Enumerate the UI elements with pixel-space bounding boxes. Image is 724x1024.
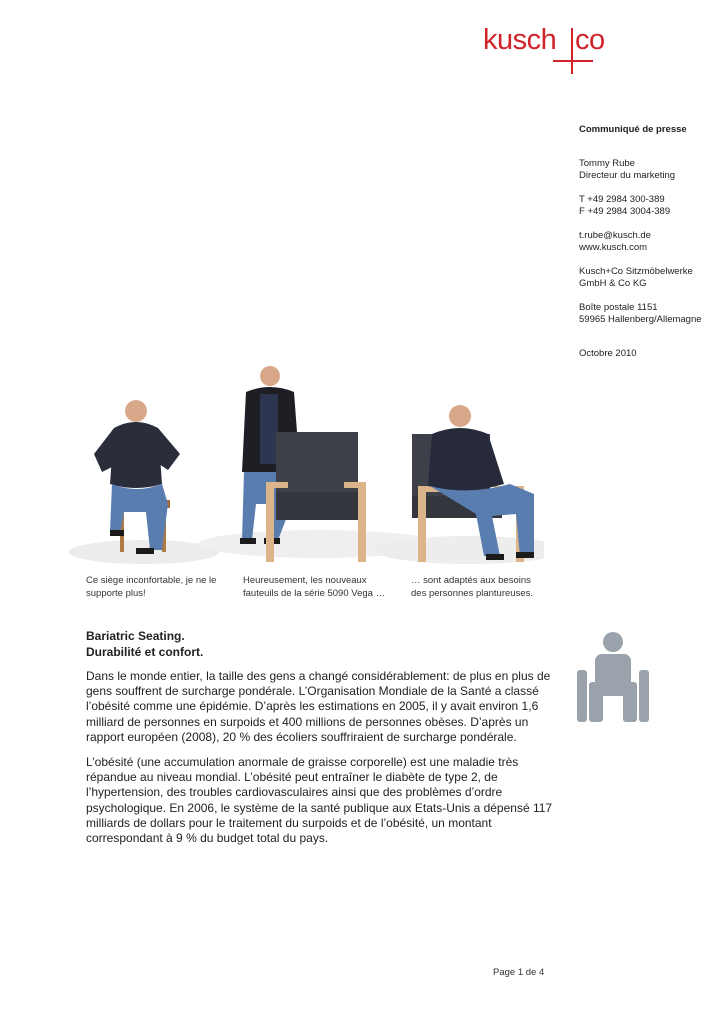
article-title — [86, 628, 203, 660]
body-paragraph-1 — [86, 669, 556, 745]
caption-1 — [86, 574, 216, 600]
paragraph-line: Dans le monde entier, la taille des gens a changé considérablement: de plus en plus de — [86, 669, 551, 683]
postal-city: 59965 Hallenberg/Allemagne — [579, 314, 702, 325]
contact-web — [579, 230, 719, 254]
phone-number: T +49 2984 300-389 — [579, 194, 665, 205]
company-name-line1: Kusch+Co Sitzmöbelwerke — [579, 266, 693, 277]
company-name — [579, 266, 719, 290]
caption-1-line2: supporte plus! — [86, 588, 146, 599]
article-title-line1: Bariatric Seating. — [86, 629, 185, 643]
paragraph-line: L’obésité (une accumulation anormale de graisse corporelle) est une maladie très — [86, 755, 519, 769]
caption-3-line2: des personnes plantureuses. — [411, 588, 533, 599]
postal-box: Boîte postale 1151 — [579, 302, 658, 313]
paragraph-line: psychologique. En 2006, le système de la santé publique aux Etats-Unis a dépensé 117 — [86, 800, 553, 815]
paragraph-line: l’hypertension, des troubles cardiovasculaires ainsi que des problèmes d’ordre — [86, 785, 503, 800]
contact-phones — [579, 194, 719, 218]
seating-photo-sequence — [64, 344, 544, 572]
logo-cross-horizontal — [553, 60, 593, 62]
kusch-co-logo — [483, 22, 613, 78]
paragraph-line: gens souffrent de surcharge pondérale. L’Organisation Mondiale de la Santé a classé — [86, 684, 539, 699]
logo-cross-vertical — [571, 28, 573, 74]
contact-role: Directeur du marketing — [579, 170, 676, 181]
paragraph-line: l’obésité comme une épidémie. D’après les estimations en 2005, il y avait environ 1,6 — [86, 699, 539, 714]
article-title-line2: Durabilité et confort. — [86, 645, 204, 659]
paragraph-line: rapport européen (2008), 20 % des écoliers souffriraient de surcharge pondérale. — [86, 729, 517, 744]
contact-name: Tommy Rube — [579, 158, 635, 169]
caption-3-line1: … sont adaptés aux besoins — [411, 575, 531, 586]
postal-address — [579, 302, 719, 326]
caption-2 — [243, 574, 385, 600]
caption-3 — [411, 574, 533, 600]
paragraph-line: milliard de personnes en surpoids et 400 millions de personnes obèses. D’après un — [86, 714, 529, 729]
paragraph-line: milliards de dollars pour le traitement du surpoids et de l’obésité, un montant — [86, 815, 492, 830]
press-release-heading: Communiqué de presse — [579, 124, 687, 135]
company-name-line2: GmbH & Co KG — [579, 278, 647, 289]
paragraph-line: correspondant à 9 % du budget total du pays. — [86, 831, 329, 846]
website-link[interactable]: www.kusch.com — [579, 242, 648, 253]
release-date: Octobre 2010 — [579, 348, 637, 359]
fax-number: F +49 2984 3004-389 — [579, 206, 671, 217]
caption-1-line1: Ce siège inconfortable, je ne le — [86, 575, 217, 586]
paragraph-line: répandue au niveau mondial. L’obésité peut entraîner le diabète de type 2, de — [86, 770, 498, 785]
page-number: Page 1 de 4 — [493, 967, 545, 978]
press-contact-sidebar — [579, 124, 719, 372]
caption-2-line1: Heureusement, les nouveaux — [243, 575, 367, 586]
seated-person-icon — [577, 630, 649, 722]
caption-2-line2: fauteuils de la série 5090 Vega … — [243, 588, 386, 599]
logo-text-kusch: kusch — [483, 24, 557, 56]
body-paragraph-2 — [86, 755, 556, 846]
email-link[interactable]: t.rube@kusch.de — [579, 230, 651, 241]
scene-small-chair — [94, 400, 180, 554]
contact-person — [579, 158, 719, 182]
logo-text-co: co — [575, 24, 605, 56]
